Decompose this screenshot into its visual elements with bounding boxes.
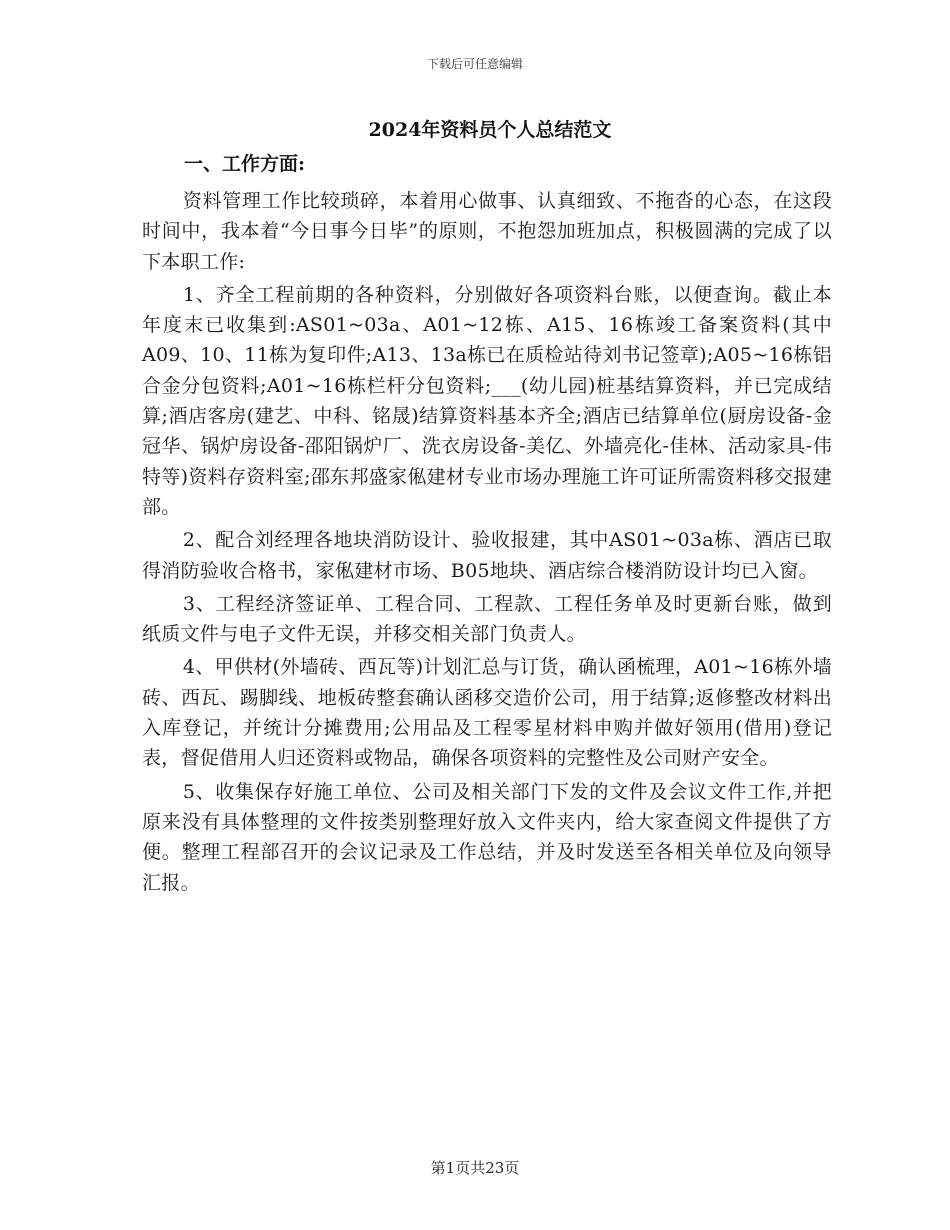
header-note: 下载后可任意编辑: [426, 57, 523, 71]
paragraph-item-3: 3、工程经济签证单、工程合同、工程款、工程任务单及时更新台账，做到纸质文件与电子文件无误，并移交相关部门负责人。: [142, 592, 832, 646]
paragraph-item-2: 2、配合刘经理各地块消防设计、验收报建，其中AS01~03a栋、酒店已取得消防验收合格书，家俬建材市场、B05地块、酒店综合楼消防设计均已入窗。: [142, 529, 832, 582]
section-heading: 一、工作方面:: [184, 153, 306, 175]
document-body: [142, 150, 832, 901]
paragraph-item-5: 5、收集保存好施工单位、公司及相关部门下发的文件及会议文件工作,并把原来没有具体整理的文件按类别整理好放入文件夹内，给大家查阅文件提供了方便。整理工程部召开的会议记录及工作总结，并及时发送至各相关单位及向领导汇报。: [142, 780, 832, 894]
paragraph-item-1: 1、齐全工程前期的各种资料，分别做好各项资料台账，以便查询。截止本年度末已收集到:AS01~03a、A01~12栋、A15、16栋竣工备案资料(其中A09、10、11栋为复印件;A13、13a栋已在质检站待刘书记签章);A05~16栋铝合金分包资料;A01~16栋栏杆分包资料;___(幼儿园)桩基结算资料，并已完成结算;酒店客房(建艺、中科、铭晟)结算资料基本齐全;酒店已结算单位(厨房设备-金冠华、锅炉房设备-邵阳锅炉厂、洗衣房设备-美亿、外墙亮化-佳林、活动家具-伟特等)资料存资料室;邵东邦盛家俬建材专业市场办理施工许可证所需资料移交报建部。: [142, 283, 832, 518]
paragraph-item-4: 4、甲供材(外墙砖、西瓦等)计划汇总与订货，确认函梳理，A01~16栋外墙砖、西瓦、踢脚线、地板砖整套确认函移交造价公司，用于结算;返修整改材料出入库登记，并统计分摊费用;公用品及工程零星材料申购并做好领用(借用)登记表，督促借用人归还资料或物品，确保各项资料的完整性及公司财产安全。: [142, 656, 832, 770]
document-title: 2024年资料员个人总结范文: [368, 119, 612, 141]
paragraph-intro: 资料管理工作比较琐碎，本着用心做事、认真细致、不拖沓的心态，在这段时间中，我本着“今日事今日毕”的原则，不抱怨加班加点，积极圆满的完成了以下本职工作:: [142, 190, 832, 273]
page-number-footer: 第1页共23页: [430, 1159, 520, 1177]
